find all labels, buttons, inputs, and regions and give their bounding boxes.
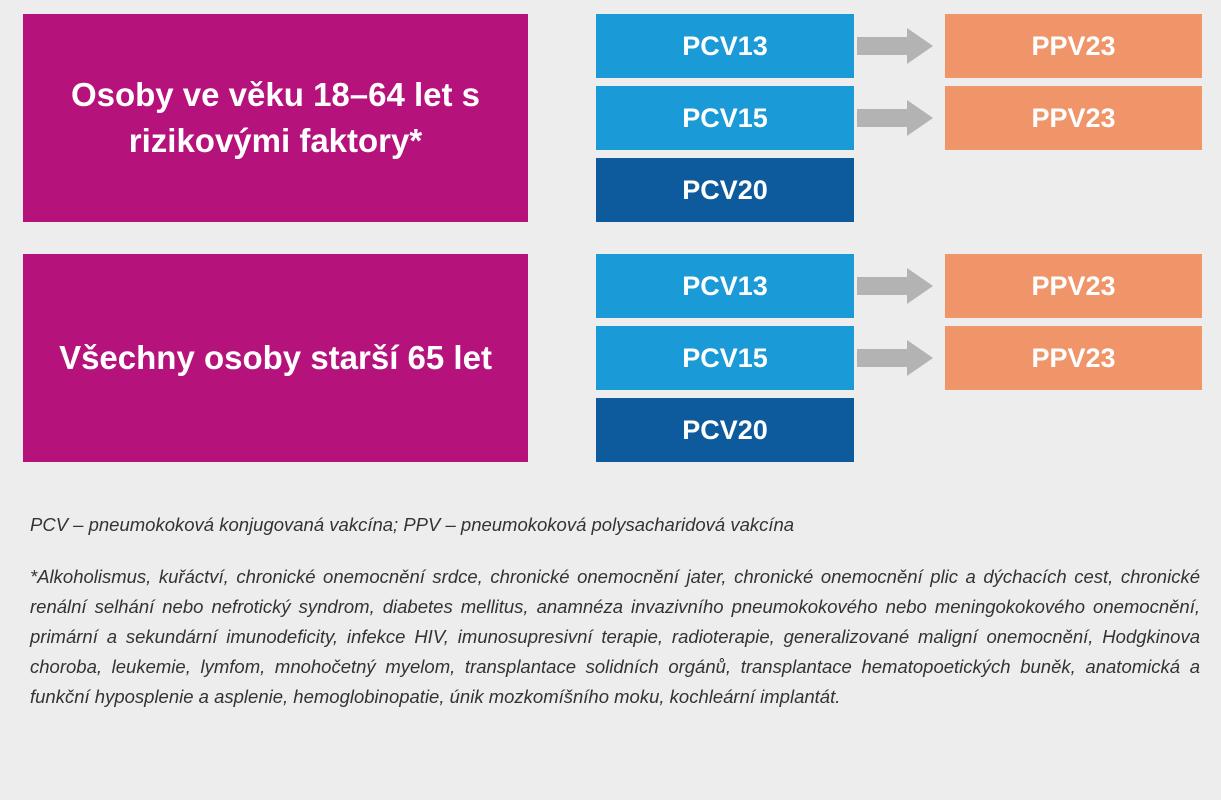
- vaccine-label: PCV15: [682, 342, 768, 373]
- pcv15-box: [596, 86, 854, 150]
- followup-label: PPV23: [1031, 102, 1116, 133]
- group-box-65-plus: [23, 254, 528, 462]
- abbreviations-note: PCV – pneumokoková konjugovaná vakcína; PPV – pneumokoková polysacharidová vakcína: [30, 514, 795, 535]
- pcv15-box: [596, 326, 854, 390]
- group-label: Osoby ve věku 18–64 let s rizikovými faktory*: [70, 76, 481, 159]
- footnote: *Alkoholismus, kuřáctví, chronické onemocnění srdce, chronické onemocnění jater, chronické onemocnění plic a dýchacích cest, chronické renální selhání nebo nefrotický syndrom, diabetes mellitus, anamnéza invazivního pneumokokového nebo meningokokového onemocnění, primární a sekundární imunodeficity, infekce HIV, imunosupresivní terapie, radioterapie, generalizované maligní onemocnění, Hodgkinova choroba, leukemie, lymfom, mnohočetný myelom, transplantace solidních orgánů, transplantace hematopoetických buněk, anatomická a funkční hyposplenie a asplenie, hemoglobinopatie, únik mozkomíšního moku, kochleární implantát.: [30, 566, 1200, 707]
- vaccine-label: PCV20: [682, 414, 768, 445]
- followup-label: PPV23: [1031, 342, 1116, 373]
- vaccine-label: PCV15: [682, 102, 768, 133]
- followup-label: PPV23: [1031, 270, 1116, 301]
- pcv13-box: [596, 254, 854, 318]
- vaccine-label: PCV13: [682, 270, 768, 301]
- vaccine-label: PCV20: [682, 174, 768, 205]
- pcv20-box: [596, 158, 854, 222]
- vaccine-label: PCV13: [682, 30, 768, 61]
- followup-label: PPV23: [1031, 30, 1116, 61]
- pcv20-box: [596, 398, 854, 462]
- group-label: Všechny osoby starší 65 let: [59, 339, 492, 376]
- arrow-right-icon: [857, 266, 933, 306]
- ppv23-box: [945, 14, 1202, 78]
- pcv13-box: [596, 14, 854, 78]
- arrow-right-icon: [857, 26, 933, 66]
- ppv23-box: [945, 254, 1202, 318]
- arrow-right-icon: [857, 98, 933, 138]
- group-box-18-64: [23, 14, 528, 222]
- ppv23-box: [945, 326, 1202, 390]
- arrow-right-icon: [857, 338, 933, 378]
- ppv23-box: [945, 86, 1202, 150]
